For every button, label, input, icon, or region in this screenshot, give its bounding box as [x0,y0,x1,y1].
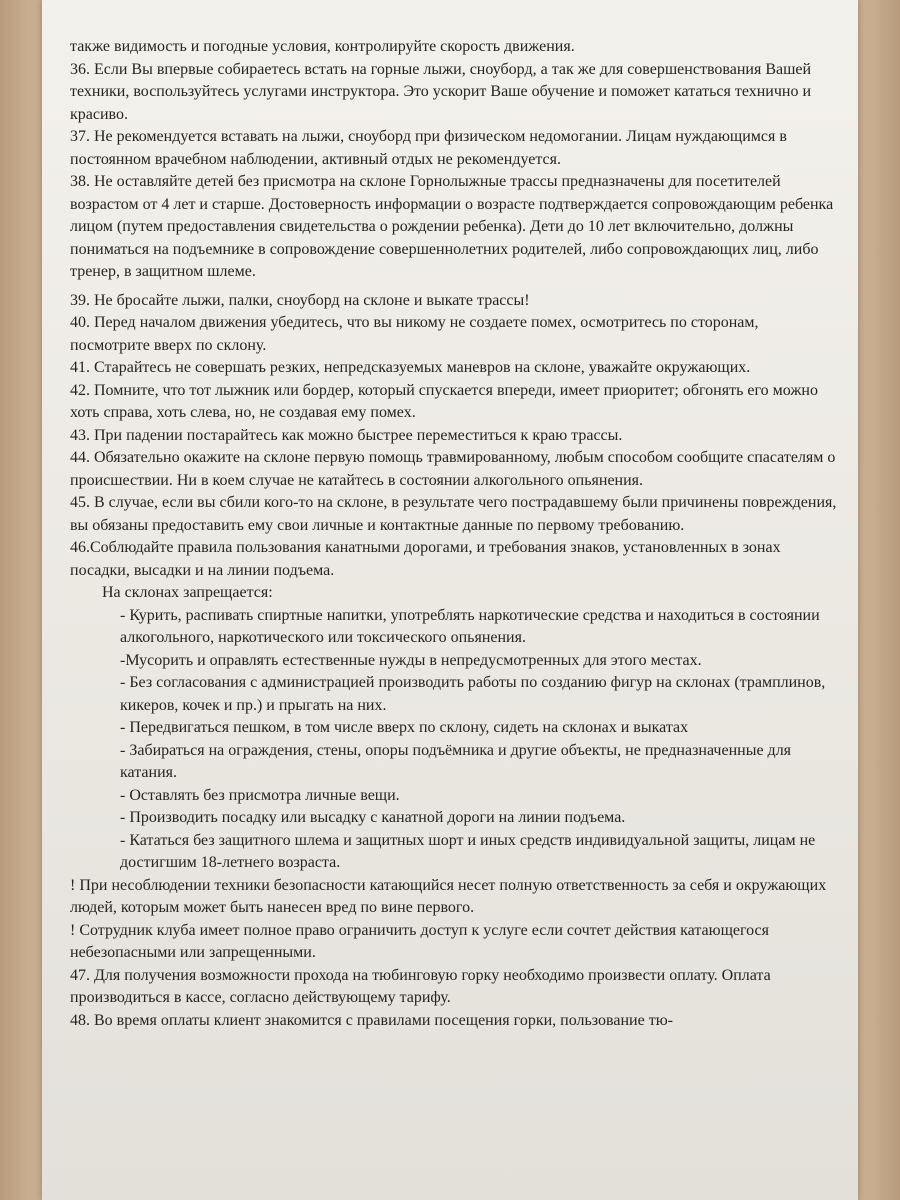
paragraph-38: 38. Не оставляйте детей без присмотра на склоне Горнолыжные трассы предназначены для посетителей возрастом от 4 лет и старше. Достоверность информации о возрасте подтверждается сопровождающим ребенка лицом (путем предоставления свидетельства о рождении ребенка). Дети до 10 лет включительно, должны пониматься на подъемнике в сопровождение совершеннолетних родителей, либо сопровождающих лиц, либо тренер, в защитном шлеме. [70,173,834,280]
paragraph-39: 39. Не бросайте лыжи, палки, сноуборд на склоне и выкате трассы! [70,291,530,309]
paragraph-47: 47. Для получения возможности прохода на тюбинговую горку необходимо произвести оплату. Оплата производиться в кассе, согласно действующему тарифу. [70,966,771,1006]
paragraph-36: 36. Если Вы впервые собираетесь встать на горные лыжи, сноуборд, а так же для совершенствования Вашей техники, воспользуйтесь услугами инструктора. Это ускорит Ваше обучение и поможет кататься технично и красиво. [70,60,812,123]
prohibited-item: - Производить посадку или высадку с канатной дороги на линии подъема. [120,809,626,826]
paragraph-40: 40. Перед началом движения убедитесь, что вы никому не создаете помех, осмотритесь по сторонам, посмотрите вверх по склону. [70,314,759,354]
paragraph-42: 42. Помните, что тот лыжник или бордер, который спускается впереди, имеет приоритет; обгонять его можно хоть справа, хоть слева, но, не создавая ему помех. [70,381,818,421]
paragraph-44: 44. Обязательно окажите на склоне первую помощь травмированному, любым способом сообщите спасателям о происшествии. Ни в коем случае не катайтесь в состоянии алкогольного опьянения. [70,449,836,489]
prohibited-item: - Кататься без защитного шлема и защитных шорт и иных средств индивидуальной защиты, лицам не достигшим 18-летнего возраста. [120,831,816,871]
document-page [42,0,858,1200]
prohibited-item: -Мусорить и оправлять естественные нужды в непредусмотренных для этого местах. [120,651,702,669]
paragraph-45: 45. В случае, если вы сбили кого-то на склоне, в результате чего пострадавшему были причинены повреждения, вы обязаны предоставить ему свои личные и контактные данные по первому требованию. [70,494,837,534]
prohibited-item: - Оставлять без присмотра личные вещи. [120,786,400,804]
document-text [70,36,840,1032]
warning-note: ! Сотрудник клуба имеет полное право ограничить доступ к услуге если сочтет действия катающегося небезопасными или запрещенными. [70,921,770,961]
paragraph-35-end: также видимость и погодные условия, контролируйте скорость движения. [70,38,575,55]
paragraph-41: 41. Старайтесь не совершать резких, непредсказуемых маневров на склоне, уважайте окружающих. [70,359,751,376]
paragraph-46: 46.Соблюдайте правила пользования канатными дорогами, и требования знаков, установленных в зонах посадки, высадки и на линии подъема. [70,539,781,579]
paragraph-37: 37. Не рекомендуется вставать на лыжи, сноуборд при физическом недомогании. Лицам нуждающимся в постоянном врачебном наблюдении, активный отдых не рекомендуется. [70,128,787,168]
paragraph-48: 48. Во время оплаты клиент знакомится с правилами посещения горки, пользование тю- [70,1011,673,1029]
prohibited-item: - Передвигаться пешком, в том числе вверх по склону, сидеть на склонах и выкатах [120,719,689,736]
paragraph-43: 43. При падении постарайтесь как можно быстрее переместиться к краю трассы. [70,426,623,444]
warning-note: ! При несоблюдении техники безопасности катающийся несет полную ответственность за себя и окружающих людей, которым может быть нанесен вред по вине первого. [70,876,827,916]
prohibited-item: - Курить, распивать спиртные напитки, употреблять наркотические средства и находиться в состоянии алкогольного, наркотического или токсического опьянения. [120,606,820,646]
prohibited-item: - Без согласования с администрацией производить работы по созданию фигур на склонах (трамплинов, кикеров, кочек и пр.) и прыгать на них. [120,674,826,714]
prohibited-heading: На склонах запрещается: [102,584,273,601]
prohibited-item: - Забираться на ограждения, стены, опоры подъёмника и другие объекты, не предназначенные для катания. [120,741,792,781]
